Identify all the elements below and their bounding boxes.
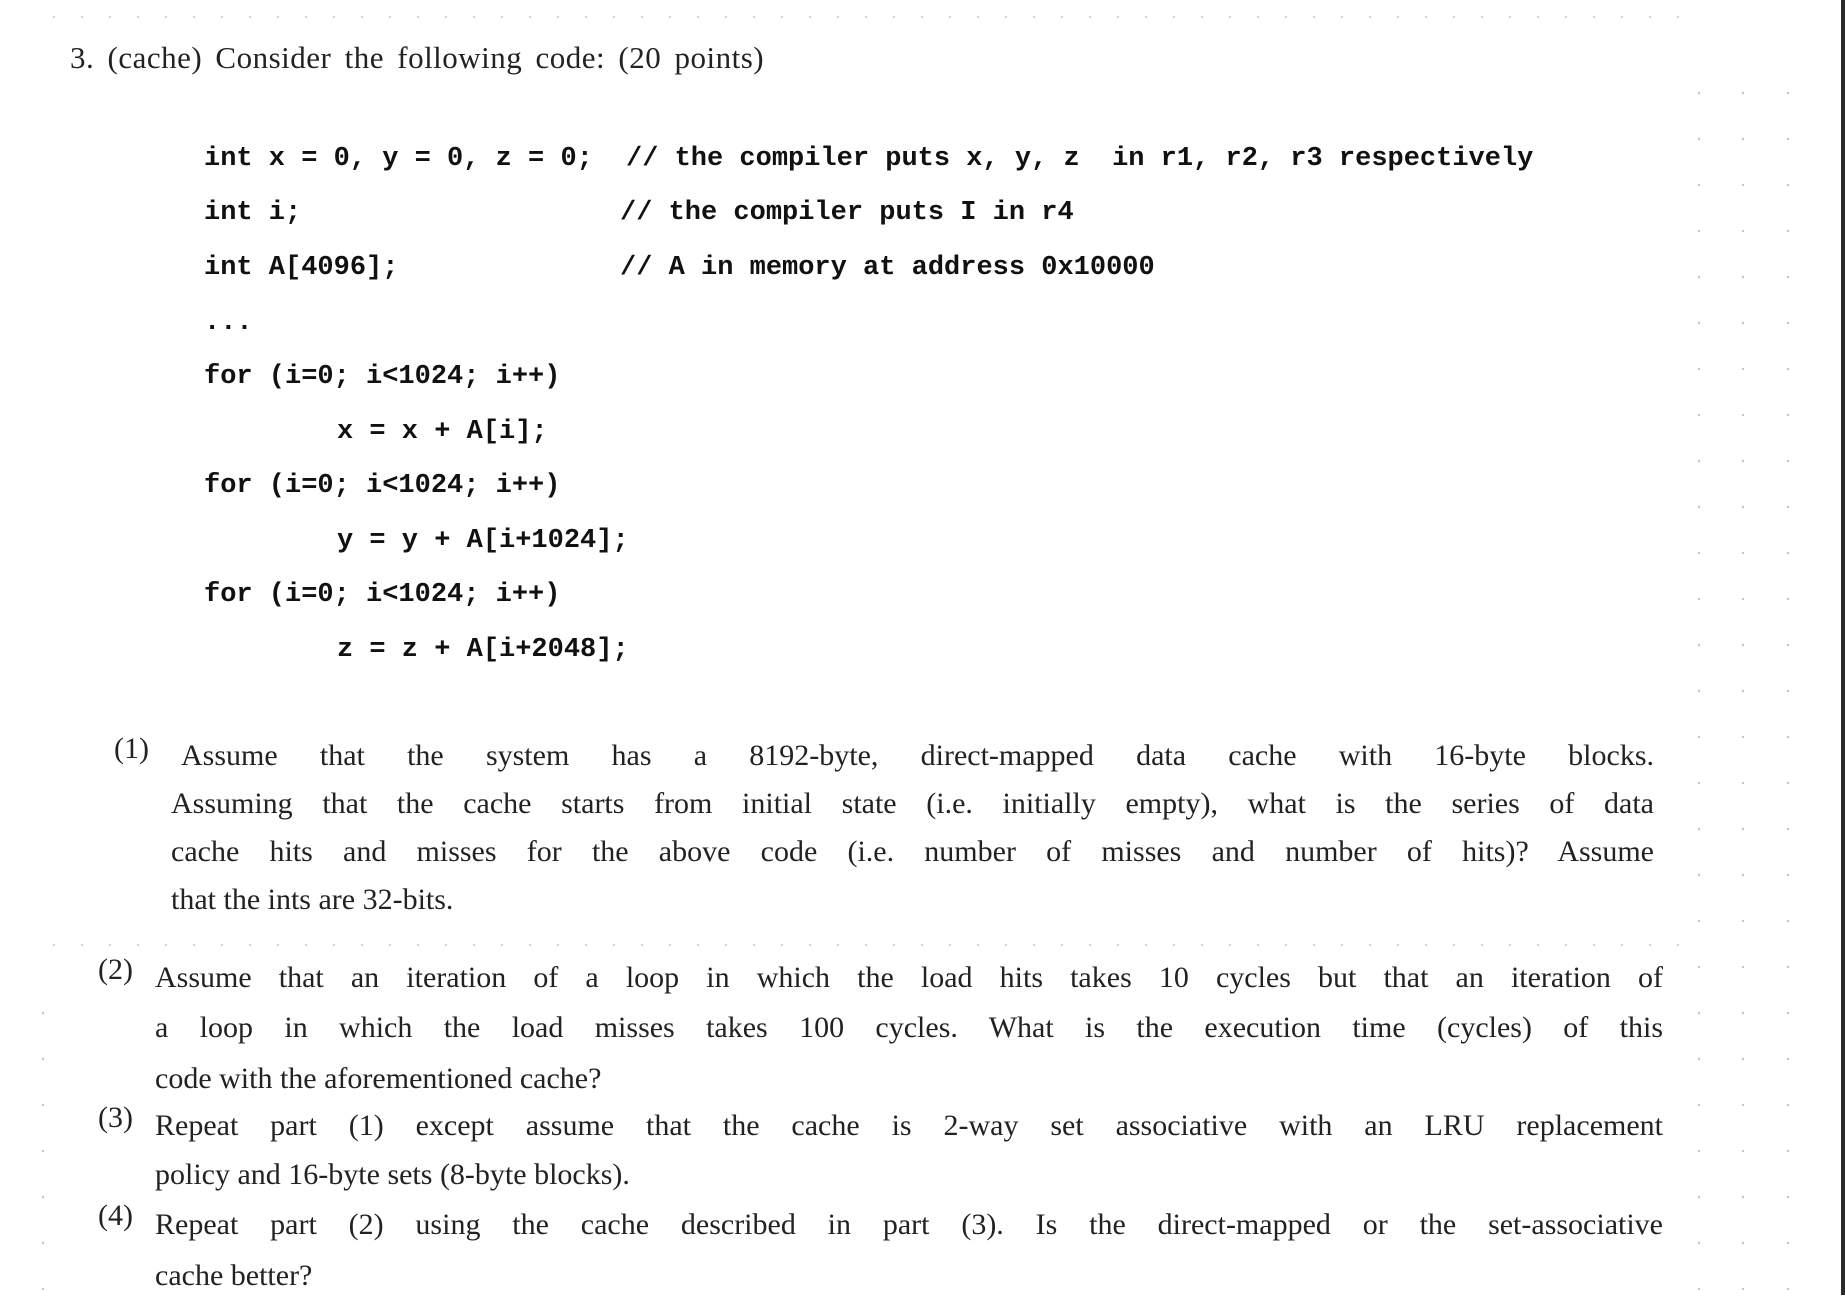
- code-comment: // A in memory at address 0x10000: [620, 253, 1155, 283]
- part-text-line: cache hits and misses for the above code (i.e. number of misses and number of hits)? Assume: [171, 835, 1654, 868]
- part-number: (2): [98, 953, 133, 986]
- code-line: for (i=0; i<1024; i++): [204, 471, 561, 501]
- code-line: for (i=0; i<1024; i++): [204, 580, 561, 610]
- part-text-line: Assuming that the cache starts from initial state (i.e. initially empty), what is the series of data: [171, 787, 1654, 820]
- code-line: ...: [204, 308, 253, 338]
- code-line: int i;: [204, 198, 302, 228]
- code-line: int A[4096];: [204, 253, 399, 283]
- code-line: int x = 0, y = 0, z = 0;: [204, 144, 593, 174]
- code-line: for (i=0; i<1024; i++): [204, 362, 561, 392]
- code-line: z = z + A[i+2048];: [337, 635, 629, 665]
- question-title: 3. (cache) Consider the following code: (20 points): [70, 40, 765, 75]
- part-number: (1): [114, 732, 149, 765]
- part-text-line: policy and 16-byte sets (8-byte blocks).: [155, 1158, 630, 1191]
- part-text-line: Assume that an iteration of a loop in which the load hits takes 10 cycles but that an iteration of: [155, 961, 1663, 994]
- code-line: y = y + A[i+1024];: [337, 526, 629, 556]
- part-number: (3): [98, 1101, 133, 1134]
- part-text-line: Assume that the system has a 8192-byte, direct-mapped data cache with 16-byte blocks.: [181, 739, 1654, 772]
- part-text-line: that the ints are 32-bits.: [171, 883, 454, 916]
- part-text-line: a loop in which the load misses takes 100 cycles. What is the execution time (cycles) of this: [155, 1011, 1663, 1044]
- code-line: x = x + A[i];: [337, 417, 548, 447]
- part-text-line: Repeat part (2) using the cache described in part (3). Is the direct-mapped or the set-associative: [155, 1208, 1663, 1241]
- part-text-line: cache better?: [155, 1259, 313, 1292]
- code-comment: // the compiler puts I in r4: [620, 198, 1074, 228]
- code-comment: // the compiler puts x, y, z in r1, r2, r3 respectively: [626, 144, 1534, 174]
- part-number: (4): [98, 1199, 133, 1232]
- part-text-line: Repeat part (1) except assume that the cache is 2-way set associative with an LRU replacement: [155, 1109, 1663, 1142]
- part-text-line: code with the aforementioned cache?: [155, 1062, 602, 1095]
